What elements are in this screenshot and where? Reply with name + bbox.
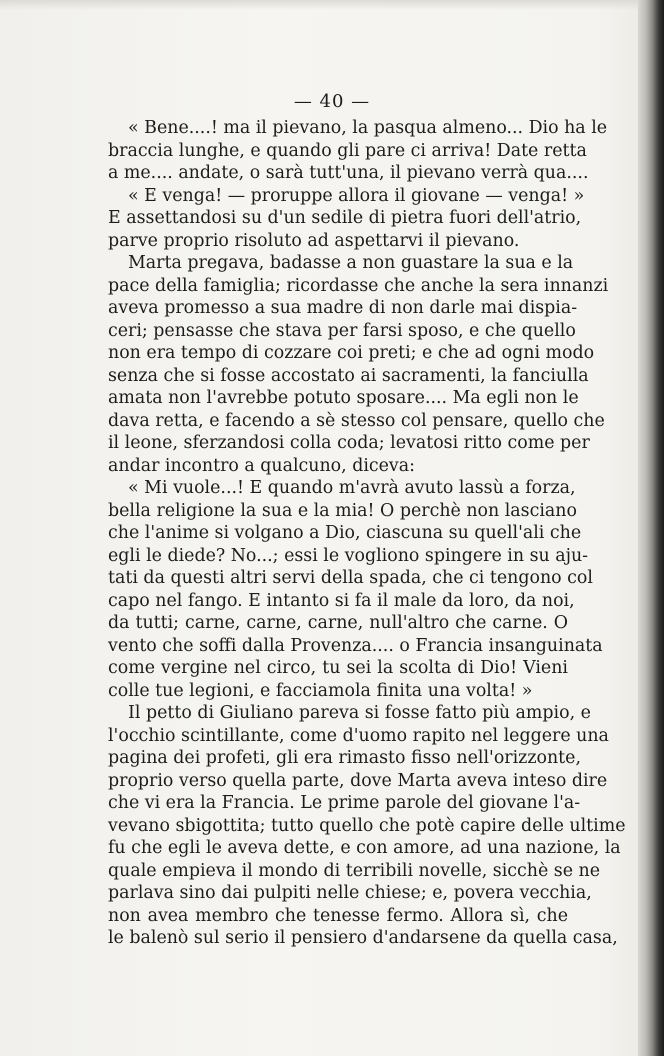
- text-line: Il petto di Giuliano pareva si fosse fatto più ampio, e: [128, 703, 591, 723]
- text-line: come vergine nel circo, tu sei la scolta di Dio! Vieni: [108, 658, 568, 678]
- text-line: tati da questi altri servi della spada, che ci tengono col: [108, 568, 593, 588]
- page-number: — 40 —: [293, 91, 371, 112]
- text-line: quale empieva il mondo di terribili novelle, sicchè se ne: [108, 860, 601, 881]
- text-line: dava retta, e facendo a sè stesso col pensare, quello che: [108, 410, 605, 431]
- text-line: che l'anime si volgano a Dio, ciascuna su quell'ali che: [108, 523, 582, 543]
- text-line: E assettandosi su d'un sedile di pietra fuori dell'atrio,: [108, 208, 582, 228]
- text-line: bella religione la sua e la mia! O perchè non lasciano: [108, 500, 577, 521]
- text-line: da tutti; carne, carne, carne, null'altro che carne. O: [108, 613, 568, 633]
- text-line: fu che egli le aveva dette, e con amore, ad una nazione, la: [108, 838, 621, 858]
- text-line: Marta pregava, badasse a non guastare la sua e la: [128, 253, 574, 273]
- text-line: « Bene....! ma il pievano, la pasqua almeno... Dio ha le: [128, 118, 608, 138]
- text-line: vento che soffi dalla Provenza.... o Francia insanguinata: [108, 635, 603, 656]
- text-line: colle tue legioni, e facciamola finita una volta! »: [108, 680, 533, 701]
- text-line: egli le diede? No...; essi le vogliono spingere in su aju-: [108, 545, 589, 566]
- text-line: non avea membro che tenesse fermo. Allora sì, che: [108, 905, 568, 926]
- text-line: le balenò sul serio il pensiero d'andarsene da quella casa,: [108, 928, 618, 948]
- text-line: « Mi vuole...! E quando m'avrà avuto lassù a forza,: [128, 478, 576, 498]
- text-line: senza che si fosse accostato ai sacramenti, la fanciulla: [108, 365, 589, 386]
- text-line: ceri; pensasse che stava per farsi sposo, e che quello: [108, 320, 576, 341]
- text-line: parve proprio risoluto ad aspettarvi il pievano.: [108, 230, 520, 251]
- text-line: che vi era la Francia. Le prime parole del giovane l'a-: [108, 793, 581, 813]
- text-line: pagina dei profeti, gli era rimasto fisso nell'orizzonte,: [108, 748, 581, 768]
- text-line: a me.... andate, o sarà tutt'una, il pievano verrà qua....: [108, 163, 589, 183]
- text-line: « E venga! — proruppe allora il giovane — venga! »: [128, 185, 585, 206]
- text-line: braccia lunghe, e quando gli pare ci arriva! Date retta: [108, 140, 587, 161]
- text-line: proprio verso quella parte, dove Marta aveva inteso dire: [108, 770, 608, 791]
- binding-shadow: [638, 0, 664, 1056]
- page-top-shadow: [0, 0, 664, 10]
- text-line: pace della famiglia; ricordasse che anche la sera innanzi: [108, 275, 609, 296]
- text-line: aveva promesso a sua madre di non darle mai dispia-: [108, 298, 578, 318]
- body-text: [108, 117, 626, 950]
- text-line: non era tempo di cozzare coi preti; e che ad ogni modo: [108, 343, 595, 363]
- text-line: vevano sbigottita; tutto quello che potè capire delle ultime: [108, 815, 626, 836]
- text-line: amata non l'avrebbe potuto sposare.... Ma egli non le: [108, 388, 579, 408]
- text-line: capo nel fango. E intanto si fa il male da loro, da noi,: [108, 590, 575, 611]
- text-line: andar incontro a qualcuno, diceva:: [108, 455, 415, 476]
- text-line: l'occhio scintillante, come d'uomo rapito nel leggere una: [108, 725, 609, 746]
- text-line: il leone, sferzandosi colla coda; levatosi ritto come per: [108, 433, 590, 453]
- text-line: parlava sino dai pulpiti nelle chiese; e, povera vecchia,: [108, 883, 592, 903]
